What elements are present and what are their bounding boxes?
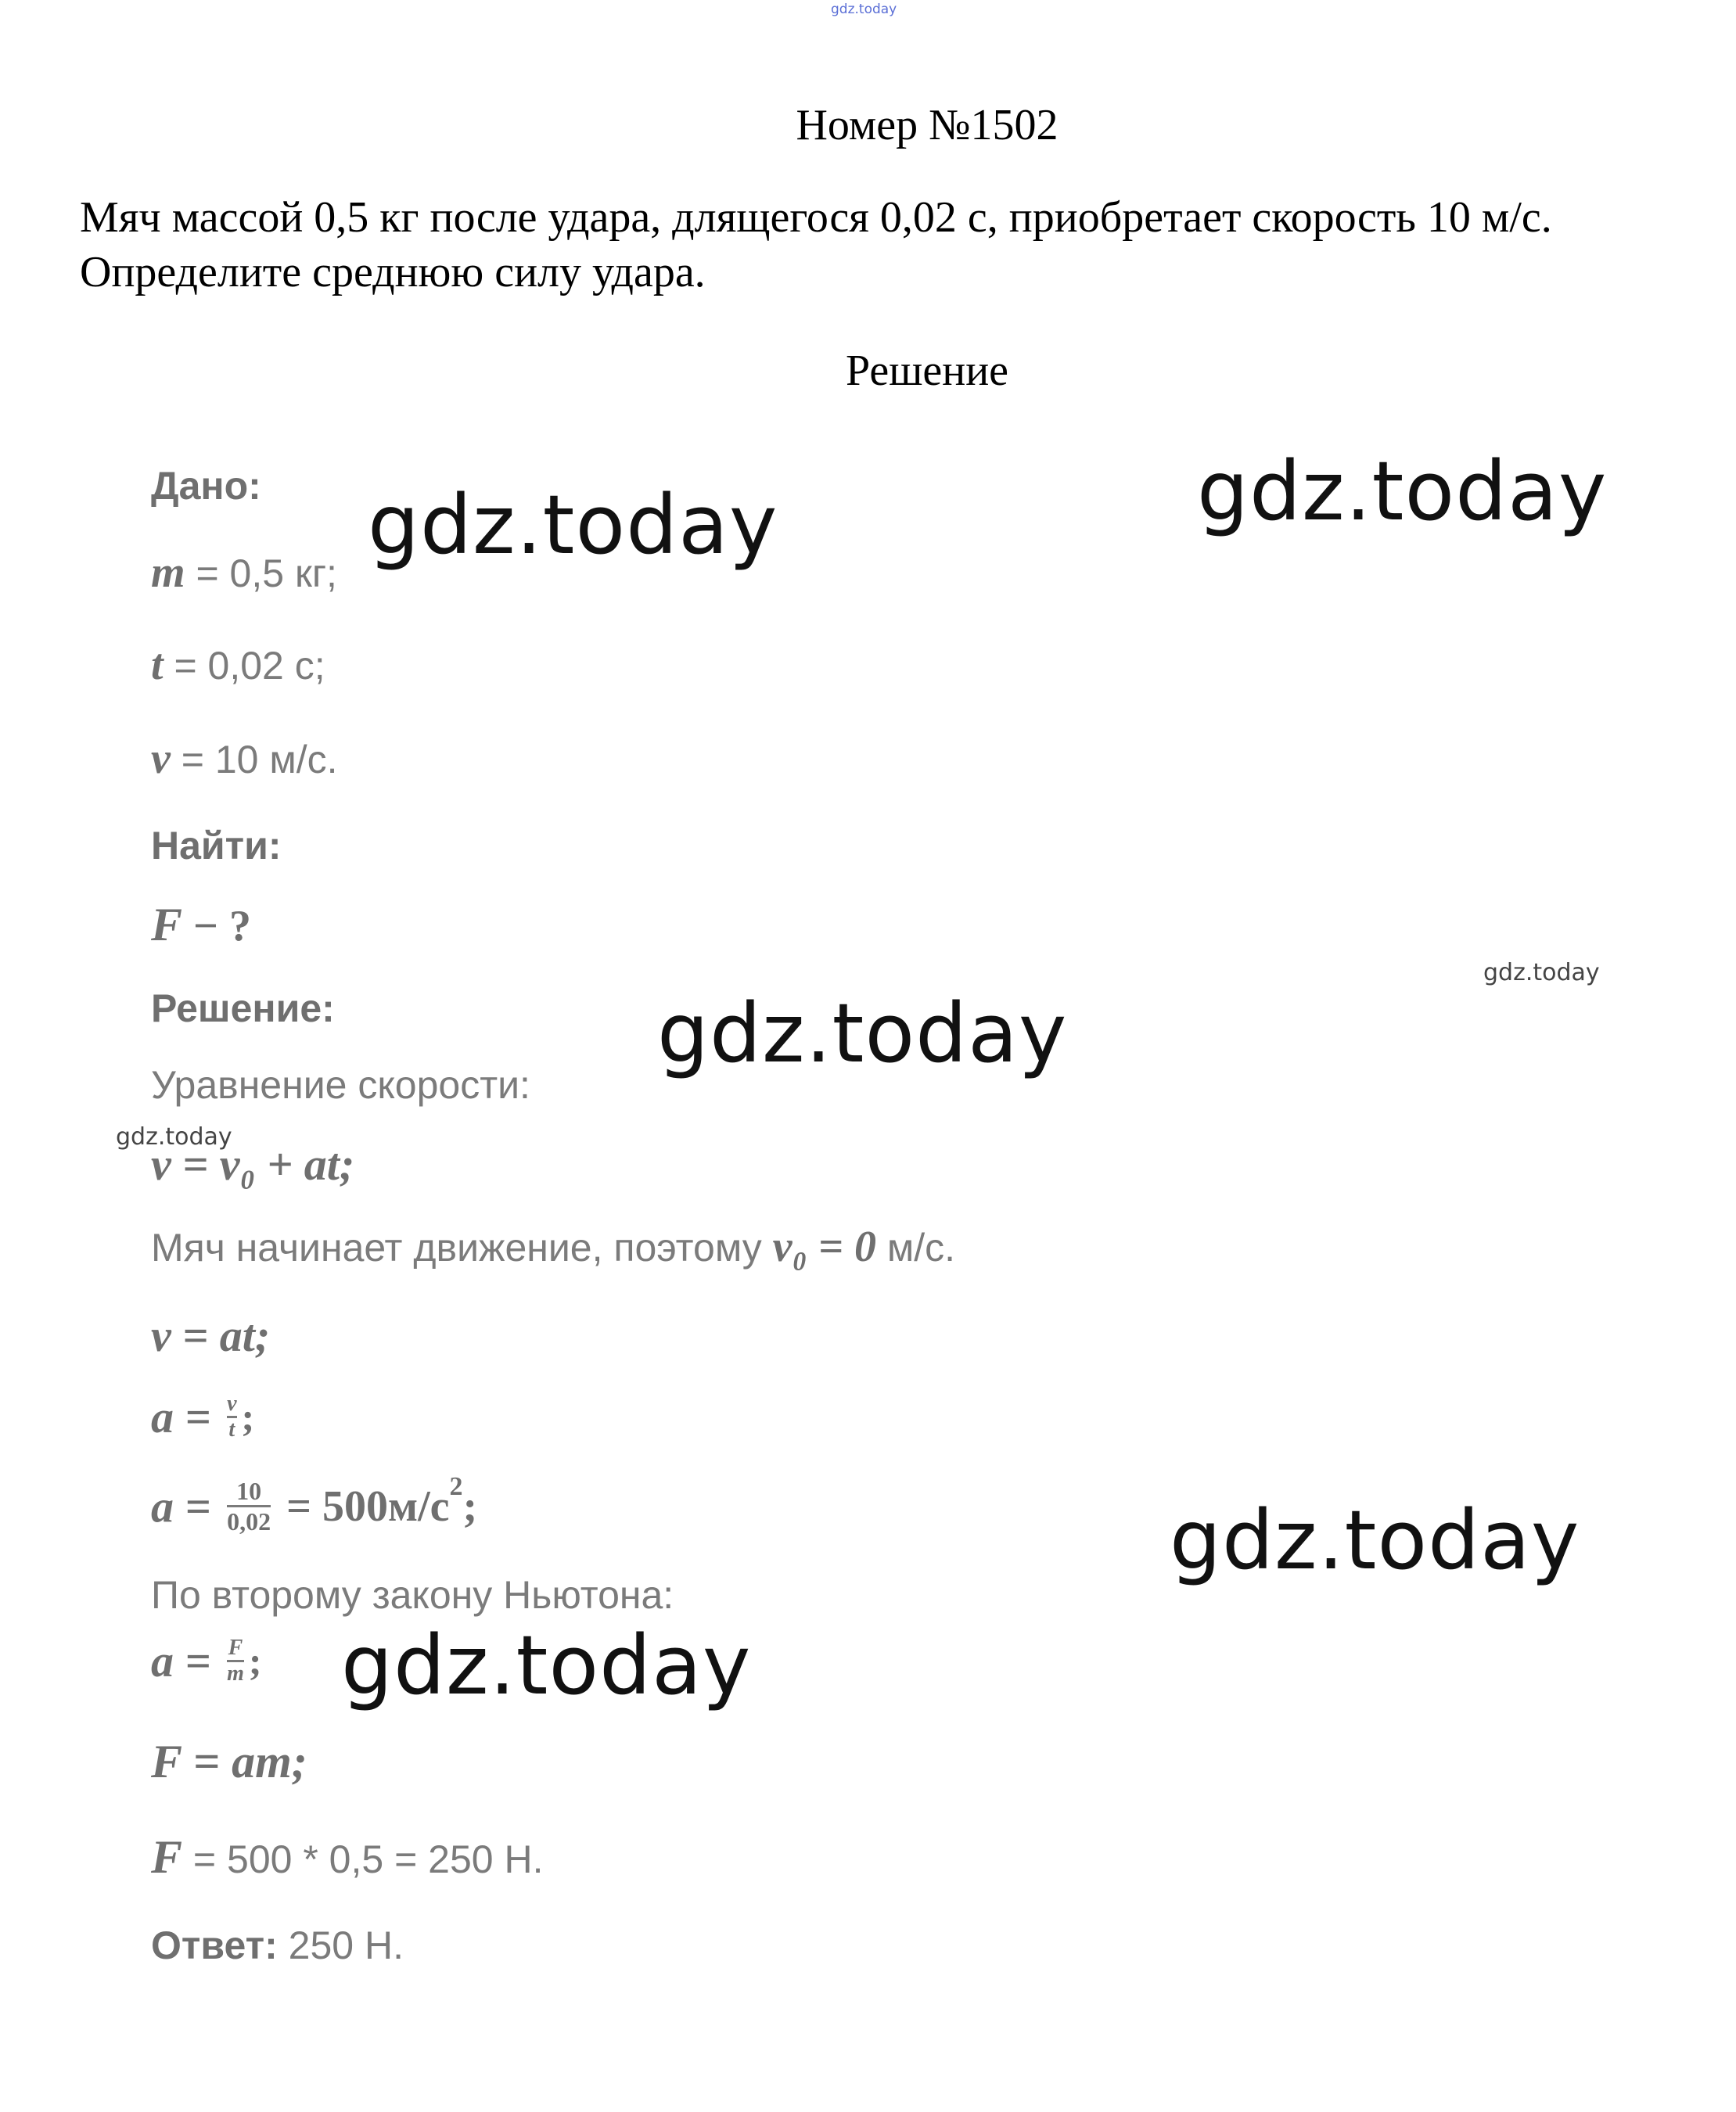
find-force: F − ? bbox=[151, 899, 251, 950]
watermark-2: gdz.today bbox=[1197, 444, 1608, 539]
acceleration-calculation: a = $\frac{10}{0,02}$ = $500м/с^2$; bbox=[151, 1472, 478, 1536]
problem-statement bbox=[80, 190, 1707, 300]
problem-line-2: Определите среднюю силу удара. bbox=[80, 248, 706, 296]
page-title: Номер №1502 bbox=[796, 101, 1058, 149]
newton-formula: a = $\frac{F}{m}$ ; bbox=[151, 1636, 262, 1686]
watermark-1: gdz.today bbox=[368, 477, 778, 573]
given-mass: m = 0,5 кг; bbox=[151, 548, 337, 597]
velocity-equation: v = v₀ + at; bbox=[151, 1139, 355, 1190]
fraction-10-over-002: $\frac{10}{0,02}$ bbox=[227, 1477, 271, 1536]
given-label: Дано: bbox=[151, 464, 261, 508]
initial-velocity-text: Мяч начинает движение, поэтому v₀ = 0 м/с. bbox=[151, 1223, 956, 1271]
force-calculation: F = 500 * 0,5 = 250 Н. bbox=[151, 1831, 544, 1883]
watermark-5: gdz.today bbox=[116, 1123, 232, 1151]
velocity-eq-label: Уравнение скорости: bbox=[151, 1063, 530, 1107]
acceleration-formula: a = $\frac{v}{t}$ ; bbox=[151, 1392, 255, 1442]
solution-heading: Решение bbox=[845, 347, 1009, 395]
v-equals-at: v = at; bbox=[151, 1310, 271, 1361]
find-label: Найти: bbox=[151, 824, 282, 867]
given-velocity: v = 10 м/с. bbox=[151, 735, 338, 783]
watermark-6: gdz.today bbox=[1170, 1492, 1580, 1588]
force-formula: F = am; bbox=[151, 1736, 307, 1787]
watermark-4: gdz.today bbox=[657, 986, 1068, 1081]
newton-law-label: По второму закону Ньютона: bbox=[151, 1573, 674, 1617]
problem-line-1: Мяч массой 0,5 кг после удара, длящегося 0,02 с, приобретает скорость 10 м/с. bbox=[80, 193, 1552, 242]
given-time: t = 0,02 с; bbox=[151, 641, 325, 689]
watermark-3: gdz.today bbox=[1483, 959, 1600, 986]
fraction-v-over-t: $\frac{v}{t}$ bbox=[227, 1392, 237, 1442]
answer: Ответ: 250 Н. bbox=[151, 1923, 404, 1967]
solution-label: Решение: bbox=[151, 986, 335, 1030]
header-watermark: gdz.today bbox=[831, 2, 897, 17]
watermark-7: gdz.today bbox=[341, 1618, 752, 1713]
fraction-f-over-m: $\frac{F}{m}$ bbox=[227, 1636, 244, 1686]
